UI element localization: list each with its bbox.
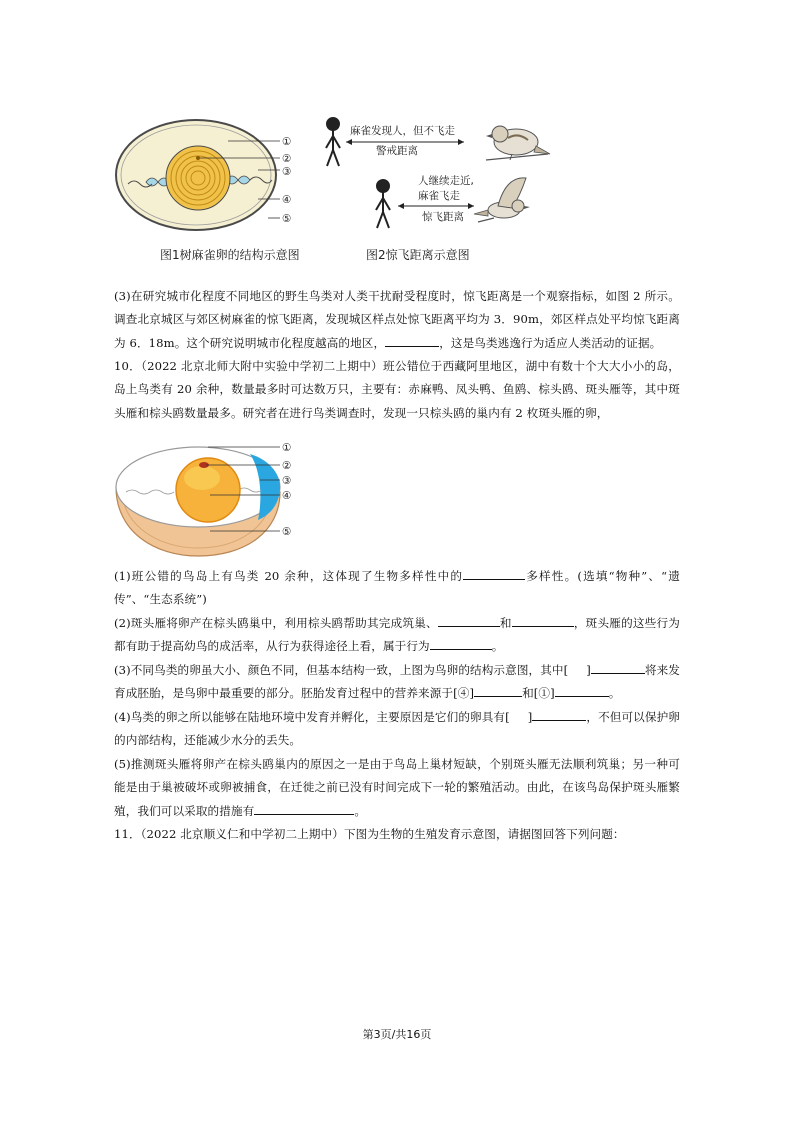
q10-part3: (3)不同鸟类的卵虽大小、颜色不同，但基本结构一致，上图为鸟卵的结构示意图，其中[ ] 将来发育成胚胎，是鸟卵中最重要的部分。胚胎发育过程中的营养来源于[④] 和[①] 。 xyxy=(114,659,680,706)
page-number: 第3页/共16页 xyxy=(362,1028,432,1041)
fig1-label-3: ③ xyxy=(282,166,292,178)
fig3-label-4: ④ xyxy=(282,490,292,502)
fig1-label-5: ⑤ xyxy=(282,213,292,225)
fig2-bottom-text1: 人继续走近, xyxy=(418,175,474,187)
figure-flight-distance xyxy=(318,110,558,270)
person-icon-top xyxy=(326,118,340,166)
fig2-caption: 图2惊飞距离示意图 xyxy=(366,248,470,262)
q9-part3: (3)在研究城市化程度不同地区的野生鸟类对人类干扰耐受程度时，惊飞距离是一个观察指标，如图 2 所示。调查北京城区与郊区树麻雀的惊飞距离，发现城区样点处惊飞距离平均为 3．90m，郊区样点处平均惊飞距离为 6．18m。这个研究说明城市化程度越高的地区， ，这是鸟类逃逸行为适应人类活动的证据。 xyxy=(114,289,680,350)
fig1-label-1: ① xyxy=(282,136,292,148)
fig2-top-text: 麻雀发现人，但不飞走 xyxy=(350,125,455,137)
fig3-label-2: ② xyxy=(282,460,292,472)
fig3-label-5: ⑤ xyxy=(282,526,292,538)
answer-blank[interactable] xyxy=(555,683,609,697)
q11-intro: 11．（2022 北京顺义仁和中学初二上期中）下图为生物的生殖发育示意图，请据图回答下列问题： xyxy=(114,827,625,841)
fig2-top-distance: 警戒距离 xyxy=(376,145,418,157)
sparrow-perched-icon xyxy=(486,126,550,160)
fig1-label-4: ④ xyxy=(282,194,292,206)
q10-intro: 10．（2022 北京北师大附中实验中学初二上期中）班公错位于西藏阿里地区，湖中有数十个大大小小的岛，岛上鸟类有 20 余种，数量最多时可达数万只，主要有：赤麻鸭、凤头鸭、鱼鸥、棕头鸥、斑头雁等，其中斑头雁和棕头鸥数量最多。研究者在进行鸟类调查时，发现一只棕头鸥的巢内有 2 枚斑头雁的卵， xyxy=(114,359,680,420)
answer-blank[interactable] xyxy=(474,683,522,697)
fig1-label-2: ② xyxy=(282,153,292,165)
q10-part4: (4)鸟类的卵之所以能够在陆地环境中发育并孵化，主要原因是它们的卵具有[ ] ，不但可以保护卵的内部结构，还能减少水分的丢失。 xyxy=(114,706,680,753)
fig3-label-1: ① xyxy=(282,442,292,454)
person-icon-bottom xyxy=(376,180,390,228)
answer-blank[interactable] xyxy=(591,660,645,674)
figure-bird-egg-section xyxy=(110,432,310,562)
q10-part2: (2)斑头雁将卵产在棕头鸥巢中，利用棕头鸥帮助其完成筑巢、 和 ，斑头雁的这些行为都有助于提高幼鸟的成活率，从行为获得途径上看，属于行为 。 xyxy=(114,612,680,659)
answer-blank[interactable] xyxy=(438,613,500,627)
answer-blank[interactable] xyxy=(385,333,439,347)
answer-blank[interactable] xyxy=(254,801,354,815)
answer-blank[interactable] xyxy=(532,707,586,721)
answer-blank[interactable] xyxy=(430,636,492,650)
fig2-bottom-distance: 惊飞距离 xyxy=(422,211,464,223)
q10-part5: (5)推测斑头雁将卵产在棕头鸥巢内的原因之一是由于鸟岛上巢材短缺，个别斑头雁无法顺利筑巢；另一种可能是由于巢被破坏或卵被捕食，在迁徙之前已没有时间完成下一轮的繁殖活动。由此，在该鸟岛保护斑头雁繁殖，我们可以采取的措施有 。 xyxy=(114,757,680,818)
answer-blank[interactable] xyxy=(512,613,574,627)
fig3-label-3: ③ xyxy=(282,475,292,487)
figure-sparrow-egg xyxy=(108,110,333,270)
fig2-bottom-text2: 麻雀飞走 xyxy=(418,190,460,202)
q10-part1: (1)班公错的鸟岛上有鸟类 20 余种，这体现了生物多样性中的 多样性。(选填“物种”、“遗传”、“生态系统”) xyxy=(114,565,680,612)
answer-blank[interactable] xyxy=(463,566,525,580)
fig1-caption: 图1树麻雀卵的结构示意图 xyxy=(160,248,300,262)
sparrow-flying-icon xyxy=(474,178,530,222)
